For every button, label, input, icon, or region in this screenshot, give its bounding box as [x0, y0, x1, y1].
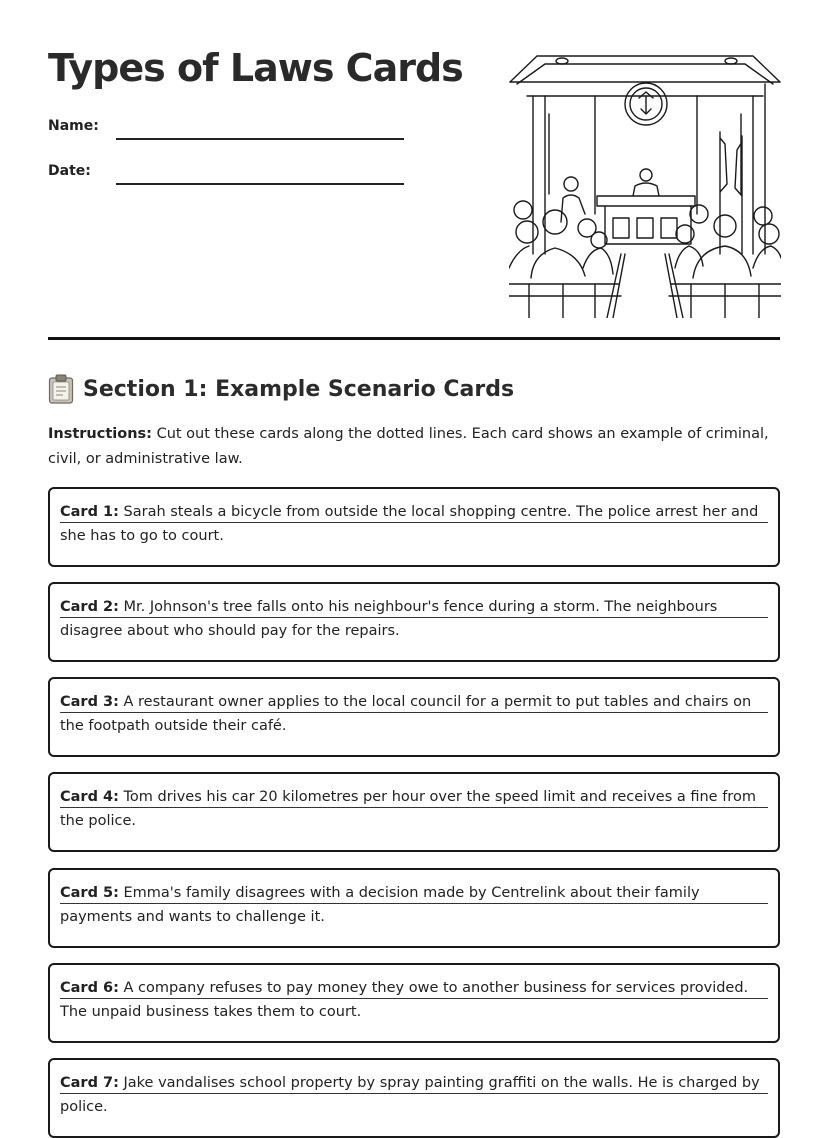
card-label: Card 5: [60, 885, 119, 901]
card-label: Card 2: [60, 599, 119, 615]
card-text [60, 976, 768, 1024]
name-blank-line[interactable] [116, 138, 404, 140]
card-label: Card 4: [60, 789, 119, 805]
card-text [60, 785, 768, 833]
instructions-text: Cut out these cards along the dotted lines. Each card shows an example of criminal, civil, or administrative law. [48, 426, 769, 467]
scenario-card [48, 677, 780, 757]
card-text [60, 500, 768, 548]
card-label: Card 3: [60, 694, 119, 710]
scenario-card [48, 868, 780, 948]
card-description: Jake vandalises school property by spray painting graffiti on the walls. He is charged by police. [60, 1075, 760, 1115]
section-title: Section 1: Example Scenario Cards [83, 376, 515, 402]
scenario-card [48, 582, 780, 662]
card-description: Tom drives his car 20 kilometres per hour over the speed limit and receives a fine from the police. [60, 789, 756, 829]
scenario-card [48, 772, 780, 852]
scenario-card [48, 1058, 780, 1138]
clipboard-icon [48, 374, 74, 404]
card-label: Card 7: [60, 1075, 119, 1091]
card-label: Card 1: [60, 504, 119, 520]
card-text [60, 881, 768, 929]
page-title: Types of Laws Cards [48, 46, 463, 90]
section-heading [48, 372, 514, 406]
date-label: Date: [48, 163, 91, 179]
card-description: Sarah steals a bicycle from outside the local shopping centre. The police arrest her and she has to go to court. [60, 504, 759, 544]
instructions [48, 422, 778, 472]
instructions-label: Instructions: [48, 426, 152, 442]
date-blank-line[interactable] [116, 183, 404, 185]
scenario-card [48, 963, 780, 1043]
card-text [60, 1071, 768, 1119]
card-text [60, 690, 768, 738]
card-description: Emma's family disagrees with a decision made by Centrelink about their family payments and wants to challenge it. [60, 885, 700, 925]
card-description: A restaurant owner applies to the local council for a permit to put tables and chairs on the footpath outside their café. [60, 694, 752, 734]
header-divider [48, 337, 780, 340]
card-label: Card 6: [60, 980, 119, 996]
card-description: Mr. Johnson's tree falls onto his neighbour's fence during a storm. The neighbours disagree about who should pay for the repairs. [60, 599, 718, 639]
card-text [60, 595, 768, 643]
scenario-card [48, 487, 780, 567]
name-label: Name: [48, 118, 99, 134]
card-description: A company refuses to pay money they owe to another business for services provided. The unpaid business takes them to court. [60, 980, 749, 1020]
courtroom-illustration [509, 54, 781, 318]
